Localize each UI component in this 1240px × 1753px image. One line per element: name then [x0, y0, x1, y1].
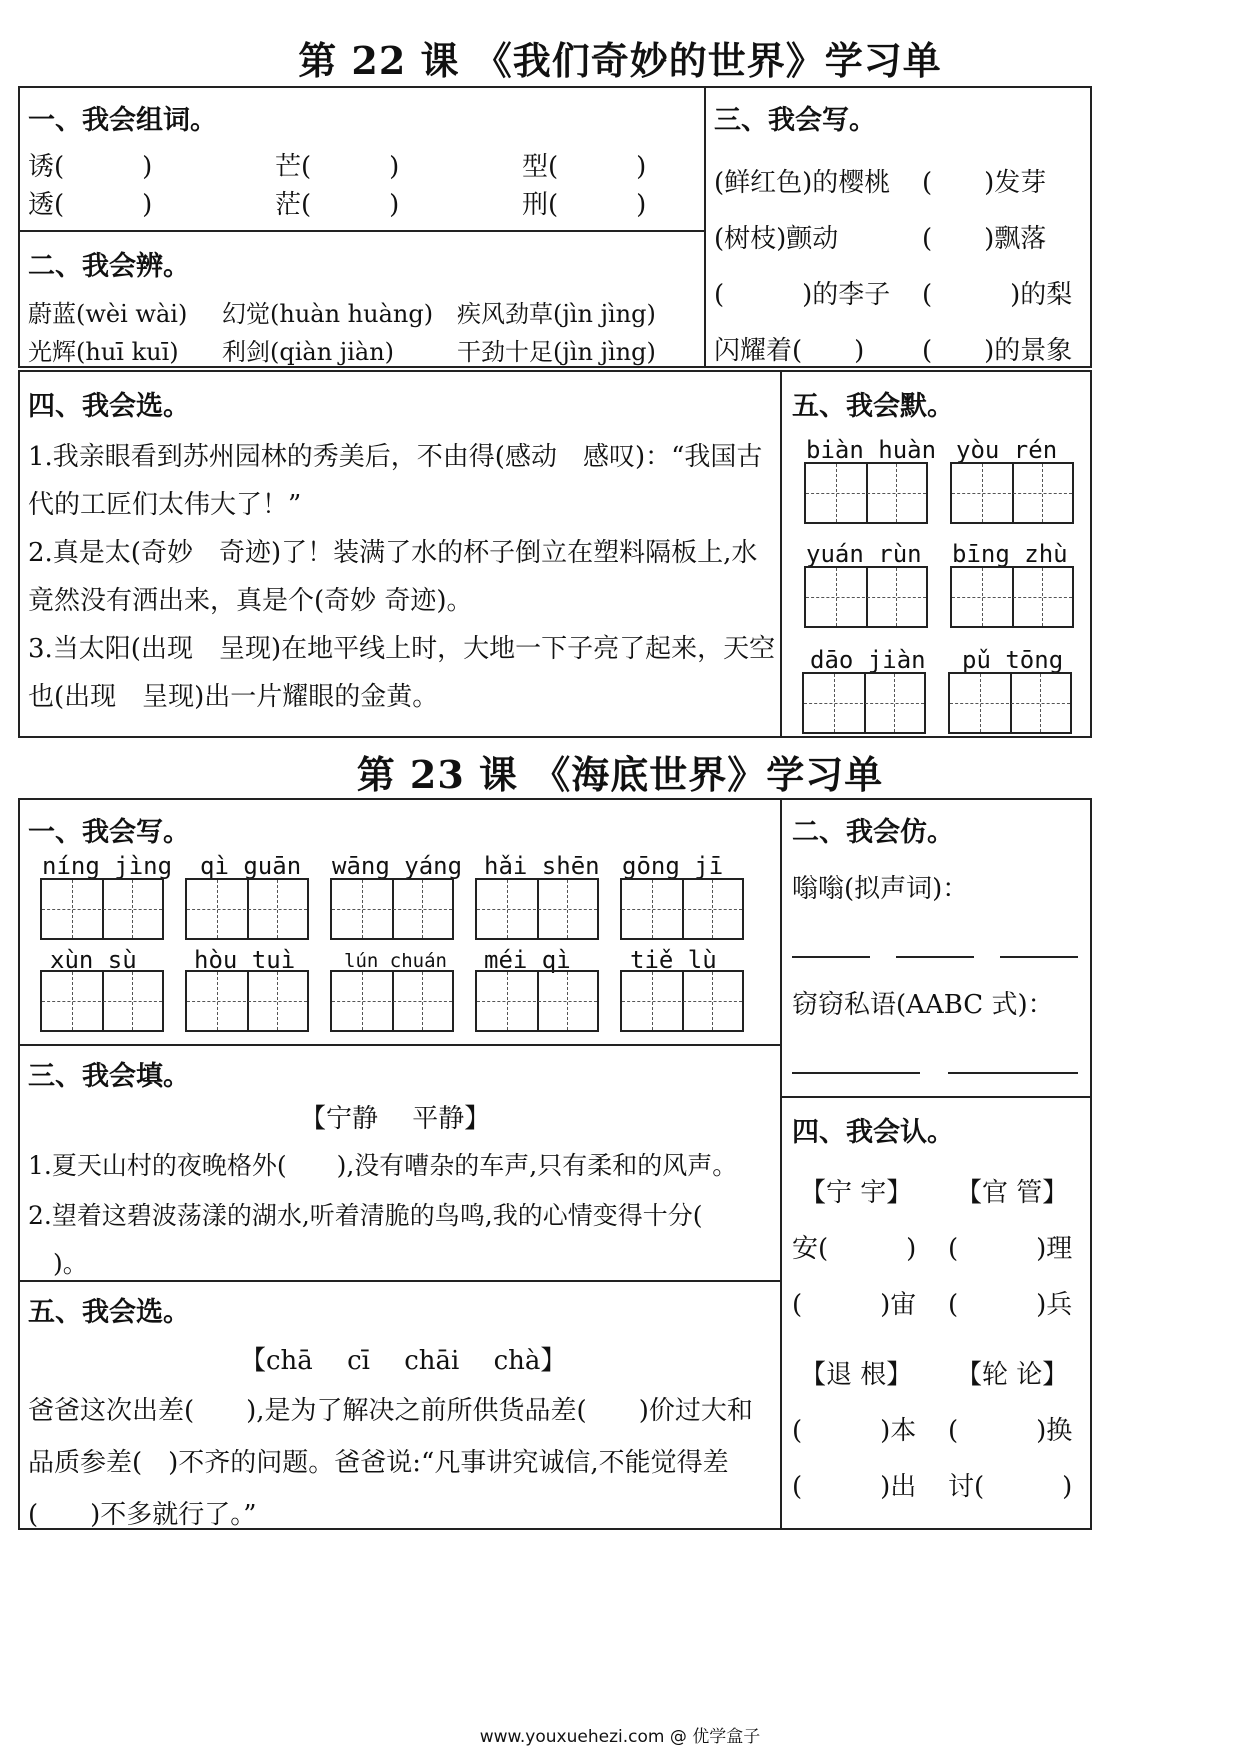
- writing-grid[interactable]: [620, 970, 744, 1032]
- divider: [18, 230, 704, 232]
- section-heading: 四、我会选。: [28, 391, 190, 422]
- answer-line[interactable]: [792, 956, 870, 958]
- word-item: 光辉(huī kuī): [28, 338, 179, 366]
- divider: [780, 1096, 1092, 1098]
- phrase-item: (鲜红色)的樱桃: [714, 168, 891, 198]
- question-text: 嗡嗡(拟声词)：: [792, 874, 969, 904]
- phrase-item: (树枝)颤动: [714, 224, 839, 254]
- text-line: 爸爸这次出差( ),是为了解决之前所供货品差( )价过大和: [28, 1396, 753, 1426]
- word-item: 芒( ): [275, 152, 400, 182]
- pinyin-label: dāo jiàn: [810, 646, 926, 674]
- pinyin-label: biàn huàn: [806, 436, 937, 464]
- word-item: 安( ): [792, 1234, 917, 1264]
- text-line: 2.望着这碧波荡漾的湖水,听着清脆的鸟鸣,我的心情变得十分(: [28, 1201, 703, 1230]
- section-heading: 五、我会选。: [28, 1297, 190, 1328]
- divider: [704, 86, 706, 368]
- char-group: 【退 根】: [800, 1360, 913, 1390]
- pinyin-label: xùn sù: [50, 946, 137, 974]
- divider: [780, 798, 782, 1530]
- section-heading: 一、我会写。: [28, 817, 190, 848]
- phrase-item: ( )的景象: [922, 336, 1073, 366]
- word-item: ( )理: [948, 1234, 1073, 1264]
- answer-line[interactable]: [1000, 956, 1078, 958]
- section-heading: 三、我会填。: [28, 1061, 190, 1092]
- word-item: 蔚蓝(wèi wài): [28, 300, 188, 328]
- word-item: 幻觉(huàn huàng): [222, 300, 434, 328]
- text-line: 竟然没有洒出来，真是个(奇妙 奇迹)。: [28, 586, 473, 616]
- pinyin-label: níng jìng: [42, 852, 173, 880]
- word-item: 疾风劲草(jìn jìng): [457, 300, 656, 328]
- text-line: 代的工匠们太伟大了！”: [28, 490, 302, 520]
- pinyin-label: wāng yáng: [332, 852, 463, 880]
- word-item: ( )本: [792, 1416, 917, 1446]
- divider: [18, 1044, 780, 1046]
- pinyin-label: hǎi shēn: [484, 852, 600, 880]
- writing-grid[interactable]: [620, 878, 744, 940]
- pinyin-label: tiě lù: [630, 946, 717, 974]
- section-heading: 二、我会辨。: [28, 251, 190, 282]
- char-group: 【官 管】: [956, 1178, 1069, 1208]
- phrase-item: ( )的李子: [714, 280, 891, 310]
- divider: [780, 370, 782, 738]
- divider: [18, 1280, 780, 1282]
- pinyin-label: yuán rùn: [806, 540, 922, 568]
- lesson23-title: 第 23 课 《海底世界》学习单: [356, 752, 884, 797]
- word-item: ( )换: [948, 1416, 1073, 1446]
- writing-grid[interactable]: [475, 970, 599, 1032]
- section-heading: 二、我会仿。: [792, 817, 954, 848]
- phrase-item: 闪耀着( ): [714, 336, 865, 366]
- writing-grid[interactable]: [185, 970, 309, 1032]
- pinyin-label: hòu tuì: [194, 946, 296, 974]
- char-group: 【轮 论】: [956, 1360, 1069, 1390]
- text-line: 2.真是太(奇妙 奇迹)了！装满了水的杯子倒立在塑料隔板上,水: [28, 538, 758, 568]
- option-list: 【chā cī chāi chà】: [240, 1346, 567, 1376]
- word-item: 透( ): [28, 190, 153, 220]
- word-item: 诱( ): [28, 152, 153, 182]
- answer-line[interactable]: [792, 1072, 920, 1074]
- answer-line[interactable]: [896, 956, 974, 958]
- pinyin-label: gōng jī: [622, 852, 724, 880]
- footer-watermark: www.youxuehezi.com @ 优学盒子: [479, 1727, 761, 1747]
- phrase-item: ( )的梨: [922, 280, 1073, 310]
- pinyin-label: lún chuán: [344, 950, 447, 972]
- section-heading: 四、我会认。: [792, 1117, 954, 1148]
- writing-grid[interactable]: [802, 672, 926, 734]
- writing-grid[interactable]: [475, 878, 599, 940]
- text-line: 1.夏天山村的夜晚格外( ),没有嘈杂的车声,只有柔和的风声。: [28, 1151, 738, 1180]
- phrase-item: ( )飘落: [922, 224, 1047, 254]
- phrase-item: ( )发芽: [922, 168, 1047, 198]
- option-list: 【宁静 平静】: [300, 1104, 491, 1134]
- writing-grid[interactable]: [40, 970, 164, 1032]
- text-line: ( )不多就行了。”: [28, 1500, 257, 1530]
- answer-line[interactable]: [948, 1072, 1078, 1074]
- section-heading: 五、我会默。: [792, 391, 954, 422]
- word-item: 刑( ): [522, 190, 647, 220]
- writing-grid[interactable]: [804, 566, 928, 628]
- writing-grid[interactable]: [950, 566, 1074, 628]
- writing-grid[interactable]: [330, 878, 454, 940]
- text-line: 1.我亲眼看到苏州园林的秀美后，不由得(感动 感叹)：“我国古: [28, 442, 763, 472]
- word-item: 茫( ): [275, 190, 400, 220]
- section-heading: 三、我会写。: [714, 105, 876, 136]
- word-item: 型( ): [522, 152, 647, 182]
- word-item: ( )出: [792, 1472, 917, 1502]
- pinyin-label: bīng zhù: [952, 540, 1068, 568]
- pinyin-label: yòu rén: [956, 436, 1058, 464]
- word-item: ( )兵: [948, 1290, 1073, 1320]
- pinyin-label: pǔ tōng: [962, 646, 1064, 674]
- text-line: 3.当太阳(出现 呈现)在地平线上时，大地一下子亮了起来，天空: [28, 634, 776, 664]
- lesson22-title: 第 22 课 《我们奇妙的世界》学习单: [298, 38, 942, 83]
- word-item: 讨( ): [948, 1472, 1073, 1502]
- section-heading: 一、我会组词。: [28, 105, 217, 136]
- text-line: )。: [28, 1249, 88, 1278]
- question-text: 窃窃私语(AABC 式)：: [792, 990, 1054, 1020]
- word-item: 利剑(qiàn jiàn): [222, 338, 395, 366]
- text-line: 品质参差( )不齐的问题。爸爸说:“凡事讲究诚信,不能觉得差: [28, 1448, 729, 1478]
- writing-grid[interactable]: [804, 462, 928, 524]
- text-line: 也(出现 呈现)出一片耀眼的金黄。: [28, 682, 439, 712]
- char-group: 【宁 宇】: [800, 1178, 913, 1208]
- word-item: 干劲十足(jìn jìng): [457, 338, 656, 366]
- word-item: ( )宙: [792, 1290, 917, 1320]
- writing-grid[interactable]: [948, 672, 1072, 734]
- writing-grid[interactable]: [330, 970, 454, 1032]
- pinyin-label: qì guān: [200, 852, 302, 880]
- pinyin-label: méi qì: [484, 946, 571, 974]
- writing-grid[interactable]: [950, 462, 1074, 524]
- writing-grid[interactable]: [185, 878, 309, 940]
- writing-grid[interactable]: [40, 878, 164, 940]
